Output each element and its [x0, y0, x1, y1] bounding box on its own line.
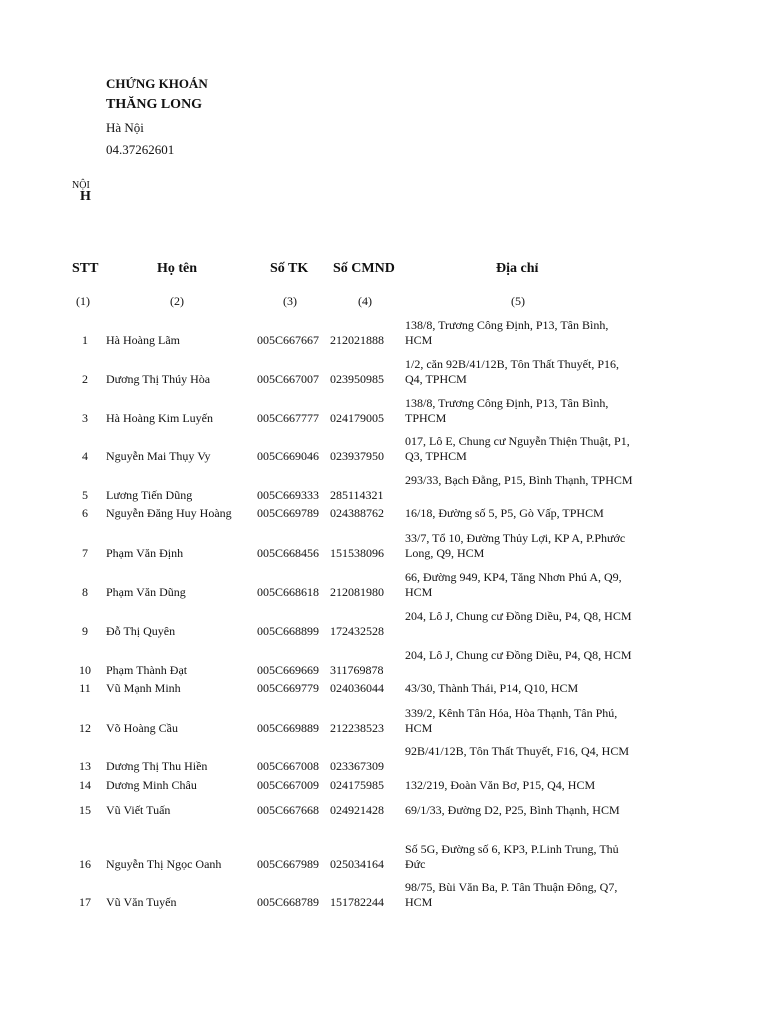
row-address: 66, Đường 949, KP4, Tăng Nhơn Phú A, Q9, HCM	[405, 570, 622, 599]
row-stt: 6	[82, 506, 88, 520]
row-stt: 3	[82, 411, 88, 425]
row-address: 204, Lô J, Chung cư Đồng Diều, P4, Q8, HCM	[405, 609, 632, 623]
row-stt: 9	[82, 624, 88, 638]
row-account: 005C667989	[257, 857, 320, 871]
row-stt: 11	[79, 681, 91, 695]
row-address: 33/7, Tổ 10, Đường Thủy Lợi, KP A, P.Phước Long, Q9, HCM	[405, 531, 626, 560]
row-id-number: 024179005	[330, 411, 384, 425]
row-stt: 12	[79, 721, 91, 735]
row-address: 43/30, Thành Thái, P14, Q10, HCM	[405, 681, 579, 695]
row-name: Võ Hoàng Cầu	[106, 721, 178, 735]
row-address: 293/33, Bạch Đằng, P15, Bình Thạnh, TPHCM	[405, 473, 633, 487]
company-name: THĂNG LONG	[106, 97, 203, 112]
row-name: Nguyễn Thị Ngọc Oanh	[106, 857, 222, 871]
row-name: Vũ Mạnh Minh	[106, 681, 181, 695]
header-stt: STT	[72, 261, 99, 276]
row-id-number: 024175985	[330, 778, 384, 792]
header-name: Họ tên	[157, 261, 198, 276]
row-stt: 8	[82, 585, 88, 599]
row-stt: 15	[79, 803, 91, 817]
row-address: 339/2, Kênh Tân Hóa, Hòa Thạnh, Tân Phú, HCM	[405, 706, 618, 735]
row-address: 138/8, Trương Công Định, P13, Tân Bình, HCM	[405, 318, 609, 347]
row-address: 132/219, Đoàn Văn Bơ, P15, Q4, HCM	[405, 778, 596, 792]
row-address: 98/75, Bùi Văn Ba, P. Tân Thuận Đông, Q7, HCM	[405, 880, 618, 909]
company-city: Hà Nội	[106, 120, 144, 135]
company-name-cut: CHỨNG KHOÁN	[106, 76, 208, 91]
row-name: Đỗ Thị Quyên	[106, 624, 176, 638]
row-stt: 7	[82, 546, 88, 560]
colnum-4: (4)	[358, 294, 372, 308]
row-stt: 5	[82, 488, 88, 502]
row-account: 005C669046	[257, 449, 320, 463]
row-stt: 14	[79, 778, 91, 792]
row-id-number: 212238523	[330, 721, 384, 735]
row-address: 69/1/33, Đường D2, P25, Bình Thạnh, HCM	[405, 803, 620, 817]
row-name: Dương Minh Châu	[106, 778, 197, 792]
row-name: Dương Thị Thu Hiền	[106, 759, 208, 773]
row-account: 005C668618	[257, 585, 320, 599]
company-phone: 04.37262601	[106, 142, 175, 157]
row-account: 005C669889	[257, 721, 320, 735]
row-id-number: 151782244	[330, 895, 384, 909]
row-id-number: 212081980	[330, 585, 384, 599]
row-name: Nguyễn Đăng Huy Hoàng	[106, 506, 232, 520]
row-id-number: 024036044	[330, 681, 384, 695]
row-account: 005C668456	[257, 546, 320, 560]
row-name: Phạm Văn Dũng	[106, 585, 186, 599]
row-id-number: 023367309	[330, 759, 384, 773]
row-account: 005C669333	[257, 488, 320, 502]
colnum-1: (1)	[76, 294, 90, 308]
row-account: 005C667667	[257, 333, 320, 347]
colnum-5: (5)	[511, 294, 525, 308]
colnum-2: (2)	[170, 294, 184, 308]
row-id-number: 024388762	[330, 506, 384, 520]
row-id-number: 024921428	[330, 803, 384, 817]
row-stt: 13	[79, 759, 91, 773]
header-address: Địa chỉ	[496, 261, 539, 276]
row-address: 017, Lô E, Chung cư Nguyễn Thiện Thuật, P1, Q3, TPHCM	[405, 434, 630, 463]
row-stt: 2	[82, 372, 88, 386]
row-address: 92B/41/12B, Tôn Thất Thuyết, F16, Q4, HCM	[405, 744, 630, 758]
row-id-number: 025034164	[330, 857, 384, 871]
row-name: Vũ Văn Tuyến	[106, 895, 177, 909]
row-id-number: 172432528	[330, 624, 384, 638]
row-id-number: 151538096	[330, 546, 384, 560]
row-account: 005C669669	[257, 663, 320, 677]
row-stt: 4	[82, 449, 88, 463]
row-account: 005C667009	[257, 778, 320, 792]
row-name: Phạm Thành Đạt	[106, 663, 188, 677]
row-account: 005C669779	[257, 681, 320, 695]
row-address: 204, Lô J, Chung cư Đồng Diều, P4, Q8, HCM	[405, 648, 632, 662]
row-id-number: 212021888	[330, 333, 384, 347]
row-name: Phạm Văn Định	[106, 546, 184, 560]
heading-fragment: H	[80, 189, 91, 204]
row-account: 005C667777	[257, 411, 320, 425]
row-name: Hà Hoàng Kim Luyến	[106, 411, 213, 425]
header-account: Số TK	[270, 261, 309, 276]
row-stt: 16	[79, 857, 91, 871]
row-id-number: 023950985	[330, 372, 384, 386]
row-account: 005C667668	[257, 803, 320, 817]
row-name: Hà Hoàng Lãm	[106, 333, 180, 347]
row-name: Lương Tiến Dũng	[106, 488, 193, 502]
row-account: 005C667007	[257, 372, 320, 386]
row-stt: 10	[79, 663, 91, 677]
row-address: Số 5G, Đường số 6, KP3, P.Linh Trung, Thủ Đức	[405, 842, 619, 871]
row-account: 005C667008	[257, 759, 320, 773]
row-id-number: 285114321	[330, 488, 384, 502]
row-name: Dương Thị Thúy Hòa	[106, 372, 211, 386]
header-id-number: Số CMND	[333, 261, 395, 276]
colnum-3: (3)	[283, 294, 297, 308]
row-address: 138/8, Trương Công Định, P13, Tân Bình, TPHCM	[405, 396, 609, 425]
row-address: 1/2, căn 92B/41/12B, Tôn Thất Thuyết, P16, Q4, TPHCM	[405, 357, 619, 386]
row-stt: 1	[82, 333, 88, 347]
row-address: 16/18, Đường số 5, P5, Gò Vấp, TPHCM	[405, 506, 604, 520]
row-account: 005C668789	[257, 895, 320, 909]
row-name: Vũ Viết Tuấn	[106, 803, 171, 817]
row-account: 005C669789	[257, 506, 320, 520]
row-id-number: 311769878	[330, 663, 384, 677]
row-stt: 17	[79, 895, 91, 909]
heading-fragment-top: NỘI	[72, 180, 90, 191]
row-id-number: 023937950	[330, 449, 384, 463]
row-account: 005C668899	[257, 624, 320, 638]
row-name: Nguyễn Mai Thụy Vy	[106, 449, 211, 463]
